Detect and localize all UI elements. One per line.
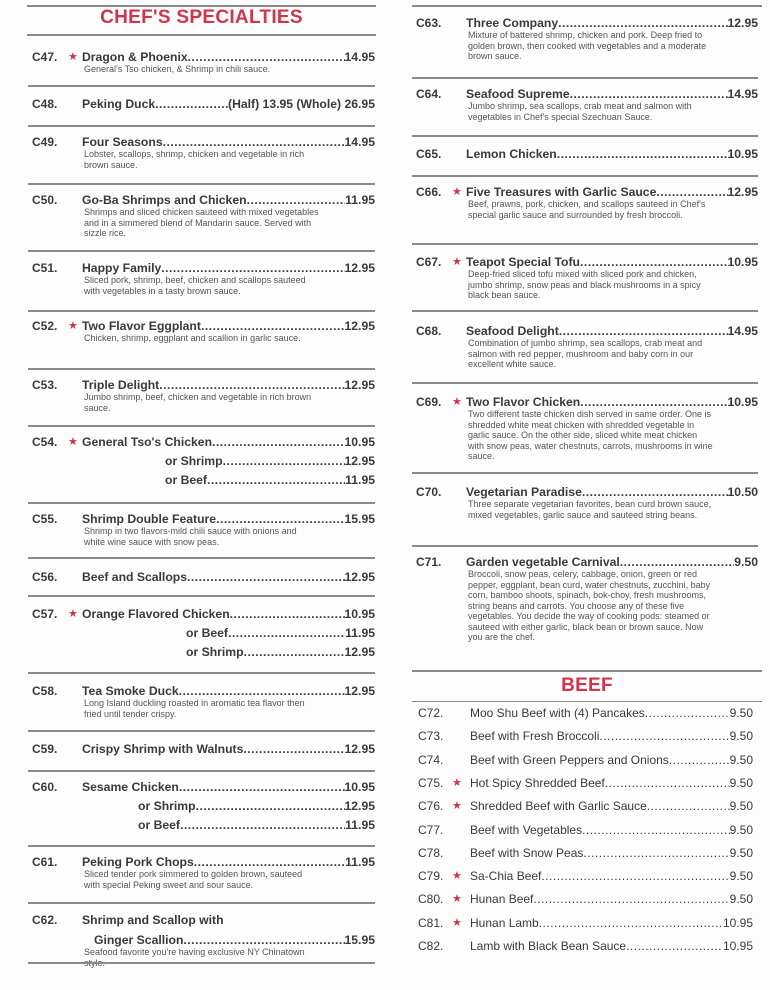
item-name: Beef and Scallops xyxy=(82,570,187,584)
item-name-line xyxy=(470,823,753,837)
item-name: Tea Smoke Duck xyxy=(82,684,179,698)
item-price: 10.95 xyxy=(722,915,753,930)
option-name: or Shrimp xyxy=(165,454,223,468)
item-code: C66. xyxy=(416,185,442,199)
item-price: 12.95 xyxy=(344,684,375,698)
option-price: 12.95 xyxy=(344,799,375,813)
item-code: C63. xyxy=(416,16,442,30)
item-code: C79. xyxy=(418,869,444,884)
item-price: 12.95 xyxy=(727,16,758,30)
item-price: 9.50 xyxy=(729,799,753,814)
item-price: 12.95 xyxy=(344,261,375,275)
item-description: Sliced pork, shrimp, beef, chicken and scallops sauteed with vegetables in a tasty brown sauce. xyxy=(84,275,306,296)
item-code: C59. xyxy=(32,742,58,756)
item-name-line xyxy=(470,776,753,790)
divider xyxy=(28,183,375,185)
item-code: C48. xyxy=(32,97,58,111)
item-price: 9.50 xyxy=(729,845,753,860)
item-code: C76. xyxy=(418,799,444,814)
item-name-line xyxy=(82,570,375,584)
item-name-line xyxy=(470,939,753,953)
option-name: or Beef xyxy=(138,818,180,832)
item-name: Hunan Beef xyxy=(470,892,534,907)
divider xyxy=(412,382,758,384)
item-price: 15.95 xyxy=(344,933,375,947)
item-name-line xyxy=(82,855,375,869)
dot-leader xyxy=(216,512,344,526)
item-name-line xyxy=(466,324,758,338)
item-name: Orange Flavored Chicken xyxy=(82,607,230,621)
item-description: Jumbo shrimp, sea scallops, crab meat and salmon with vegetables in Chef's special Szechuan Sauce. xyxy=(468,101,692,122)
item-name: Peking Duck xyxy=(82,97,156,111)
item-code: C78. xyxy=(418,845,444,860)
item-code: C75. xyxy=(418,775,444,790)
item-name: Two Flavor Eggplant xyxy=(82,319,201,333)
dot-leader xyxy=(228,626,345,640)
item-price: 12.95 xyxy=(344,742,375,756)
divider xyxy=(28,310,375,312)
item-name: Shredded Beef with Garlic Sauce xyxy=(470,799,647,814)
item-price: 14.95 xyxy=(344,135,375,149)
divider xyxy=(28,502,375,504)
option-price: 12.95 xyxy=(344,645,375,659)
item-price: 10.95 xyxy=(727,147,758,161)
dot-leader xyxy=(183,933,344,947)
item-price: 10.50 xyxy=(727,485,758,499)
dot-leader xyxy=(179,780,345,794)
item-name: Happy Family xyxy=(82,261,162,275)
item-name-line xyxy=(82,512,375,526)
item-name: Vegetarian Paradise xyxy=(466,485,582,499)
item-name-line xyxy=(82,780,375,794)
item-price: 11.95 xyxy=(345,193,375,207)
divider xyxy=(28,85,375,87)
item-price: 9.50 xyxy=(729,729,753,744)
item-price: 9.50 xyxy=(729,822,753,837)
dot-leader xyxy=(620,555,735,569)
item-price: 9.50 xyxy=(729,706,753,720)
option-price: 12.95 xyxy=(344,454,375,468)
star-icon: ★ xyxy=(452,800,462,813)
dot-leader xyxy=(201,319,345,333)
item-name: Beef with Vegetables xyxy=(470,822,583,837)
divider xyxy=(28,730,375,732)
item-name: Beef with Fresh Broccoli xyxy=(470,729,600,744)
item-code: C77. xyxy=(418,822,444,837)
item-price: 10.95 xyxy=(727,395,758,409)
item-name-line xyxy=(470,799,753,813)
item-description: Long Island duckling roasted in aromatic tea flavor then fried until tender crispy. xyxy=(84,698,305,719)
star-icon: ★ xyxy=(68,608,78,620)
item-name-line xyxy=(470,892,753,906)
divider xyxy=(412,135,758,137)
item-name: Moo Shu Beef with (4) Pancakes xyxy=(470,706,645,720)
item-name: Beef with Green Peppers and Onions xyxy=(470,752,669,767)
item-option xyxy=(165,454,375,468)
item-price: 9.50 xyxy=(729,869,753,884)
item-name: Hot Spicy Shredded Beef xyxy=(470,775,605,790)
item-code: C73. xyxy=(418,729,444,744)
item-name-line xyxy=(466,255,758,269)
star-icon: ★ xyxy=(452,186,462,198)
divider xyxy=(27,34,376,36)
star-icon: ★ xyxy=(452,776,462,789)
divider xyxy=(28,770,375,772)
item-name-line xyxy=(82,261,375,275)
dot-leader xyxy=(159,378,344,392)
item-name-line xyxy=(82,135,375,149)
item-description: Shrimp in two flavors-mild chili sauce with onions and white wine sauce with snow peas. xyxy=(84,526,297,547)
item-name-line xyxy=(82,435,375,449)
divider xyxy=(412,175,758,177)
dot-leader xyxy=(580,255,728,269)
item-name: Dragon & Phoenix xyxy=(82,50,188,64)
item-option xyxy=(138,799,375,813)
item-name-line xyxy=(82,378,375,392)
divider xyxy=(412,472,758,474)
item-name-line xyxy=(470,753,753,767)
item-price: 10.95 xyxy=(722,939,753,953)
item-code: C74. xyxy=(418,752,444,767)
item-name-line xyxy=(470,869,753,883)
dot-leader xyxy=(582,485,728,499)
divider xyxy=(28,902,375,904)
divider xyxy=(28,845,375,847)
item-name-line xyxy=(470,729,753,743)
dot-leader xyxy=(541,869,729,883)
item-name-line xyxy=(470,916,753,930)
item-name: Five Treasures with Garlic Sauce xyxy=(466,185,657,199)
item-price: 14.95 xyxy=(344,50,375,64)
item-name: Shrimp Double Feature xyxy=(82,512,217,526)
item-code: C49. xyxy=(32,135,58,149)
dot-leader xyxy=(645,706,730,720)
item-name: Seafood Supreme xyxy=(466,87,570,101)
item-description: Combination of jumbo shrimp, sea scallops, crab meat and salmon with red pepper, mushroom and baby corn in our excellent white sauce. xyxy=(468,338,703,369)
section-title-beef: BEEF xyxy=(561,675,613,696)
option-name: or Shrimp xyxy=(138,799,196,813)
dot-leader xyxy=(207,473,345,487)
item-name: Sesame Chicken xyxy=(82,780,179,794)
item-price: 10.95 xyxy=(344,780,375,794)
item-code: C61. xyxy=(32,855,58,869)
item-code: C71. xyxy=(416,555,442,569)
dot-leader xyxy=(570,87,728,101)
item-price: 12.95 xyxy=(344,570,375,584)
item-name-line xyxy=(466,185,758,199)
dot-leader xyxy=(605,776,730,790)
dot-leader xyxy=(558,16,727,30)
star-icon: ★ xyxy=(452,893,462,906)
item-code: C58. xyxy=(32,684,58,698)
item-code: C72. xyxy=(418,706,444,720)
option-price: 11.95 xyxy=(345,473,375,487)
item-name: Lemon Chicken xyxy=(466,147,557,161)
item-price: 10.95 xyxy=(344,607,375,621)
item-name: General Tso's Chicken xyxy=(82,435,213,449)
item-description: Broccoli, snow peas, celery, cabbage, onion, green or red pepper, eggplant, bean curd, water chestnuts, zucchini, baby corn, bamboo shoots, spinach, bok-choy, fresh mushrooms, string beans and carrots. You choose any of these five vegetables. You decide the way of cooking pods: steamed or sauteed with either garlic, black bean or brown sauce. Now you are the chef. xyxy=(468,569,711,642)
dot-leader xyxy=(244,645,345,659)
item-description: Shrimps and sliced chicken sauteed with mixed vegetables and in a simmered blend of Mandarin sauce. Served with sizzle rice. xyxy=(84,207,319,238)
item-name-line xyxy=(82,319,375,333)
item-code: C54. xyxy=(32,435,58,449)
item-name: Peking Pork Chops xyxy=(82,855,194,869)
item-name-line xyxy=(470,706,753,720)
item-name: Teapot Special Tofu xyxy=(466,255,580,269)
item-description: Seafood favorite you're having exclusive NY Chinatown xyxy=(84,947,305,957)
item-name-line xyxy=(82,50,375,64)
dot-leader xyxy=(188,50,345,64)
item-code: C64. xyxy=(416,87,442,101)
item-price: 10.95 xyxy=(344,435,375,449)
dot-leader xyxy=(161,261,344,275)
item-code: C70. xyxy=(416,485,442,499)
item-name-line xyxy=(466,87,758,101)
option-price: 11.95 xyxy=(345,818,375,832)
dot-leader xyxy=(179,684,345,698)
item-name: Triple Delight xyxy=(82,378,160,392)
item-code: C57. xyxy=(32,607,58,621)
item-price: 9.50 xyxy=(734,555,758,569)
item-option xyxy=(186,626,375,640)
item-code: C60. xyxy=(32,780,58,794)
divider xyxy=(28,250,375,252)
item-name-line xyxy=(470,846,753,860)
item-code: C80. xyxy=(418,892,444,907)
divider xyxy=(412,243,758,245)
item-price: 9.50 xyxy=(729,775,753,790)
dot-leader xyxy=(533,892,729,906)
item-name: Beef with Snow Peas xyxy=(470,845,584,860)
dot-leader xyxy=(557,147,728,161)
item-price: 14.95 xyxy=(727,324,758,338)
divider xyxy=(412,5,762,7)
item-code: C68. xyxy=(416,324,442,338)
item-option xyxy=(186,645,375,659)
item-name: Garden vegetable Carnival xyxy=(466,555,620,569)
item-name: Seafood Delight xyxy=(466,324,559,338)
item-code: C69. xyxy=(416,395,442,409)
item-description: Jumbo shrimp, beef, chicken and vegetable in rich brown sauce. xyxy=(84,392,312,413)
item-description: Two different taste chicken dish served in same order. One is shredded white meat chicken with shredded vegetable in garlic sauce. On the other side, sliced white meat chicken with snow peas, water chestnuts, carrots, mushrooms in wine sauce. xyxy=(468,409,713,461)
option-name: or Shrimp xyxy=(186,645,244,659)
item-name-line xyxy=(466,485,758,499)
item-name-line xyxy=(82,742,375,756)
dot-leader xyxy=(626,939,723,953)
item-name: Crispy Shrimp with Walnuts xyxy=(82,742,244,756)
item-description: Deep-fried sliced tofu mixed with sliced pork and chicken, jumbo shrimp, snow peas and black mushrooms in a spicy black bean sauce. xyxy=(468,269,701,300)
item-description: Beef, prawns, pork, chicken, and scallops sauteed in Chef's special garlic sauce and surrounded by fresh broccoli. xyxy=(468,199,706,220)
item-description: Chicken, shrimp, eggplant and scallion in garlic sauce. xyxy=(84,333,301,343)
item-code: C67. xyxy=(416,255,442,269)
star-icon: ★ xyxy=(452,870,462,883)
dot-leader xyxy=(669,753,730,767)
divider xyxy=(28,595,375,597)
dot-leader xyxy=(599,729,729,743)
item-price: 15.95 xyxy=(344,512,375,526)
item-name: Hunan Lamb xyxy=(470,915,539,930)
item-name-line xyxy=(94,933,375,947)
dot-leader xyxy=(243,742,344,756)
star-icon: ★ xyxy=(68,436,78,448)
item-price: 11.95 xyxy=(345,855,375,869)
item-price: 12.95 xyxy=(344,319,375,333)
item-name: Three Company xyxy=(466,16,559,30)
item-price: 9.50 xyxy=(729,892,753,907)
item-name: Four Seasons xyxy=(82,135,163,149)
item-price: 12.95 xyxy=(727,185,758,199)
dot-leader xyxy=(194,855,345,869)
item-code: C82. xyxy=(418,939,444,953)
item-name-line xyxy=(82,97,375,111)
item-description: General's Tso chicken, & Shrimp in chili sauce. xyxy=(84,64,271,74)
dot-leader xyxy=(223,454,345,468)
dot-leader xyxy=(247,193,346,207)
dot-leader xyxy=(656,185,727,199)
item-code: C56. xyxy=(32,570,58,584)
item-name-line xyxy=(82,684,375,698)
dot-leader xyxy=(580,395,727,409)
section-title-chefs-specialties: CHEF'S SPECIALTIES xyxy=(100,7,303,28)
item-price: 12.95 xyxy=(344,378,375,392)
item-price: (Half) 13.95 (Whole) 26.95 xyxy=(228,97,375,111)
star-icon: ★ xyxy=(452,256,462,268)
item-name-line xyxy=(82,913,375,927)
item-description: Lobster, scallops, shrimp, chicken and vegetable in rich brown sauce. xyxy=(84,149,305,170)
dot-leader xyxy=(647,799,730,813)
option-name: or Beef xyxy=(165,473,207,487)
item-code: C50. xyxy=(32,193,58,207)
item-code: C47. xyxy=(32,50,58,64)
item-name-line xyxy=(82,607,375,621)
item-name: Lamb with Black Bean Sauce xyxy=(470,939,627,953)
item-description: Mixture of battered shrimp, chicken and pork. Deep fried to golden brown, then cooked with vegetables and a moderate brown sauce. xyxy=(468,30,707,61)
item-price: 10.95 xyxy=(727,255,758,269)
item-name: Shrimp and Scallop with xyxy=(82,913,224,927)
item-description: Sliced tender pork simmered to golden brown, sauteed with special Peking sweet and sour sauce. xyxy=(84,869,303,890)
item-name: Two Flavor Chicken xyxy=(466,395,581,409)
divider xyxy=(412,310,758,312)
item-code: C55. xyxy=(32,512,58,526)
option-name: or Beef xyxy=(186,626,228,640)
divider xyxy=(412,670,762,672)
star-icon: ★ xyxy=(68,51,78,63)
item-code: C81. xyxy=(418,915,444,930)
dot-leader xyxy=(155,97,228,111)
item-code: C53. xyxy=(32,378,58,392)
item-name-line xyxy=(466,555,758,569)
dot-leader xyxy=(196,799,345,813)
item-description: Three separate vegetarian favorites, bean curd brown sauce, mixed vegetables, garlic sauce and sauteed string beans. xyxy=(468,499,712,520)
divider xyxy=(412,545,758,547)
item-option xyxy=(165,473,375,487)
dot-leader xyxy=(582,823,730,837)
item-name: Ginger Scallion xyxy=(94,933,184,947)
item-option xyxy=(138,818,375,832)
option-price: 11.95 xyxy=(345,626,375,640)
item-name: Go-Ba Shrimps and Chicken xyxy=(82,193,247,207)
item-price: 9.50 xyxy=(729,752,753,767)
dot-leader xyxy=(559,324,728,338)
divider xyxy=(28,125,375,127)
item-code: C62. xyxy=(32,913,58,927)
divider xyxy=(28,962,375,964)
divider xyxy=(28,672,375,674)
divider xyxy=(412,701,762,702)
item-price: 14.95 xyxy=(727,87,758,101)
divider xyxy=(28,425,375,427)
star-icon: ★ xyxy=(452,396,462,408)
dot-leader xyxy=(180,818,345,832)
divider xyxy=(28,368,375,370)
dot-leader xyxy=(212,435,344,449)
dot-leader xyxy=(539,916,723,930)
dot-leader xyxy=(163,135,345,149)
dot-leader xyxy=(583,846,729,860)
star-icon: ★ xyxy=(452,916,462,929)
dot-leader xyxy=(230,607,345,621)
item-name-line xyxy=(466,16,758,30)
star-icon: ★ xyxy=(68,320,78,332)
item-name: Sa-Chia Beef xyxy=(470,869,542,884)
item-code: C52. xyxy=(32,319,58,333)
item-name-line xyxy=(466,395,758,409)
divider xyxy=(412,77,758,79)
divider xyxy=(28,557,375,559)
item-name-line xyxy=(82,193,375,207)
item-name-line xyxy=(466,147,758,161)
item-code: C65. xyxy=(416,147,442,161)
item-code: C51. xyxy=(32,261,58,275)
dot-leader xyxy=(187,570,345,584)
